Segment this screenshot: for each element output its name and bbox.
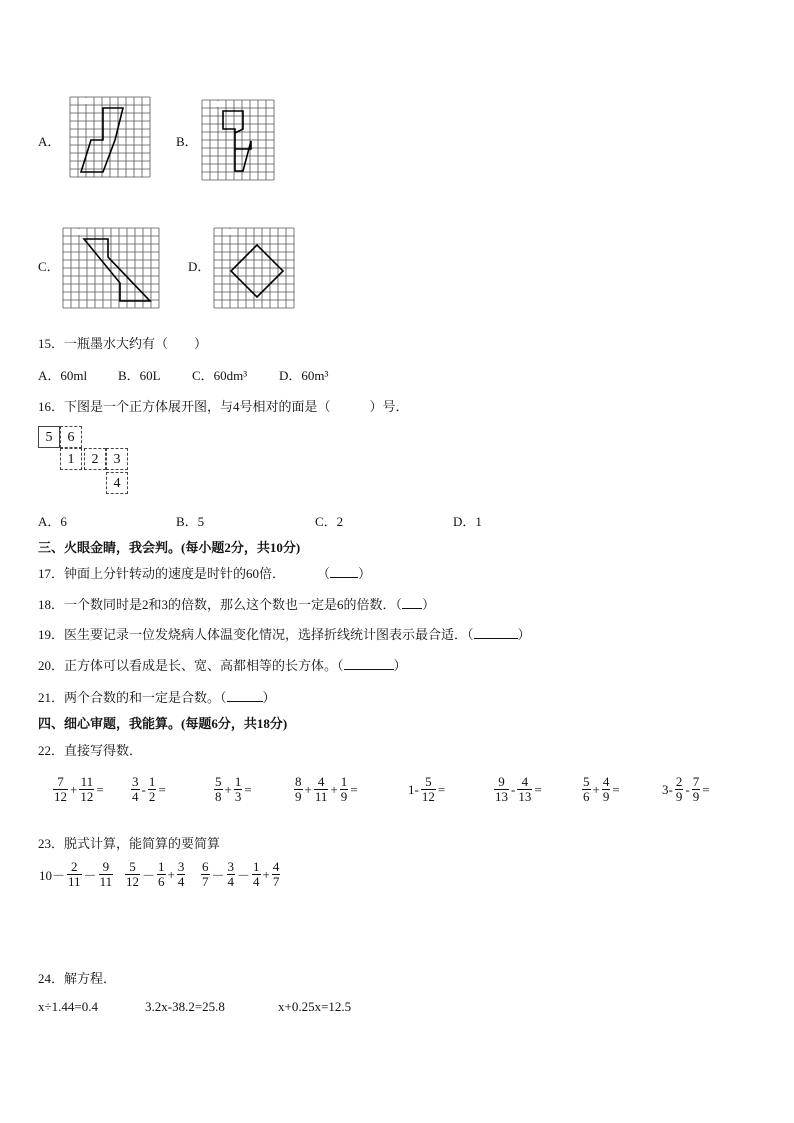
q20-answer-blank[interactable] — [344, 658, 394, 670]
option-d-label: D． — [188, 259, 211, 274]
q23-stem: 23．脱式计算，能简算的要简算 — [38, 836, 221, 851]
q21-text: 21．两个合数的和一定是合数。 — [38, 690, 221, 705]
q15-option-c: C．60dm³ — [192, 368, 248, 383]
q16-stem: 16．下图是一个正方体展开图，与4号相对的面是（ ）号． — [38, 399, 409, 414]
net-face-6: 6 — [60, 426, 82, 448]
section-4-title: 四、细心审题，我能算。(每题6分，共18分) — [38, 716, 288, 731]
grid-figure-d — [213, 227, 295, 315]
q22-expr-6: $\frac{9}{13}$ - $\frac{4}{13}$ = — [495, 774, 542, 804]
q22-expr-7: $\frac{5}{6}$ + $\frac{4}{9}$ = — [583, 774, 620, 804]
q17-text: 17．钟面上分针转动的速度是时针的60倍． — [38, 566, 286, 581]
q24-equation-1: x÷1.44=0.4 — [38, 999, 98, 1014]
q23-expr-2: $\frac{5}{12}$ － $\frac{1}{6}$ + $\frac{3}{4}$ — [126, 859, 185, 889]
q22-stem: 22．直接写得数． — [38, 743, 143, 758]
q20-text: 20．正方体可以看成是长、宽、高都相等的长方体。 — [38, 658, 338, 673]
q16-option-b: B．5 — [176, 514, 205, 529]
q18: 18．一个数同时是2和3的倍数，那么这个数也一定是6的倍数．（ ） — [38, 597, 436, 612]
net-face-5: 5 — [38, 426, 60, 448]
q15-option-a: A．60ml — [38, 368, 88, 383]
net-face-3: 3 — [106, 448, 128, 470]
q15-option-d: D．60m³ — [279, 368, 329, 383]
q17: 17．钟面上分针转动的速度是时针的60倍． （ ） — [38, 566, 372, 581]
q24-equation-2: 3.2x-38.2=25.8 — [145, 999, 225, 1014]
q22-expr-8: 3- $\frac{2}{9}$ - $\frac{7}{9}$ = — [662, 774, 710, 804]
grid-figure-a — [69, 96, 151, 182]
option-c-label: C． — [38, 259, 60, 274]
q20: 20．正方体可以看成是长、宽、高都相等的长方体。（ ） — [38, 658, 407, 673]
q15-option-b: B．60L — [118, 368, 161, 383]
q19-text: 19．医生要记录一位发烧病人体温变化情况，选择折线统计图表示最合适． — [38, 627, 468, 642]
q22-expr-3: $\frac{5}{8}$ + $\frac{1}{3}$ = — [215, 774, 252, 804]
grid-figure-c — [62, 227, 160, 315]
q22-expr-2: $\frac{3}{4}$ - $\frac{1}{2}$ = — [132, 774, 166, 804]
section-3-title: 三、火眼金睛，我会判。(每小题2分，共10分) — [38, 540, 301, 555]
q24-stem: 24．解方程． — [38, 971, 117, 986]
q16-option-c: C．2 — [315, 514, 344, 529]
q16-option-d: D．1 — [453, 514, 482, 529]
q22-expr-4: $\frac{8}{9}$ + $\frac{4}{11}$ + $\frac{1}{9}$ = — [295, 774, 358, 804]
q23-expr-1: 10－ $\frac{2}{11}$ － $\frac{9}{11}$ — [39, 859, 113, 889]
net-face-2: 2 — [84, 448, 106, 470]
net-face-1: 1 — [60, 448, 82, 470]
grid-figure-b — [201, 99, 275, 185]
option-b-label: B． — [176, 134, 198, 149]
q18-answer-blank[interactable] — [402, 597, 422, 609]
q19-answer-blank[interactable] — [474, 627, 518, 639]
q22-expr-1: $\frac{7}{12}$ + $\frac{11}{12}$ = — [54, 774, 104, 804]
q16-option-a: A．6 — [38, 514, 67, 529]
q23-expr-3: $\frac{6}{7}$ － $\frac{3}{4}$ － $\frac{1}{4}$ + $\frac{4}{7}$ — [202, 859, 280, 889]
net-face-4: 4 — [106, 472, 128, 494]
q21: 21．两个合数的和一定是合数。（ ） — [38, 690, 276, 705]
q17-answer-blank[interactable] — [330, 566, 358, 578]
option-a-label: A． — [38, 134, 61, 149]
q15-stem: 15．一瓶墨水大约有（ ） — [38, 336, 208, 351]
q18-text: 18．一个数同时是2和3的倍数，那么这个数也一定是6的倍数． — [38, 597, 396, 612]
q24-equation-3: x+0.25x=12.5 — [278, 999, 352, 1014]
q21-answer-blank[interactable] — [227, 690, 263, 702]
q19: 19．医生要记录一位发烧病人体温变化情况，选择折线统计图表示最合适．（ ） — [38, 627, 531, 642]
q22-expr-5: 1- $\frac{5}{12}$ = — [408, 774, 446, 804]
